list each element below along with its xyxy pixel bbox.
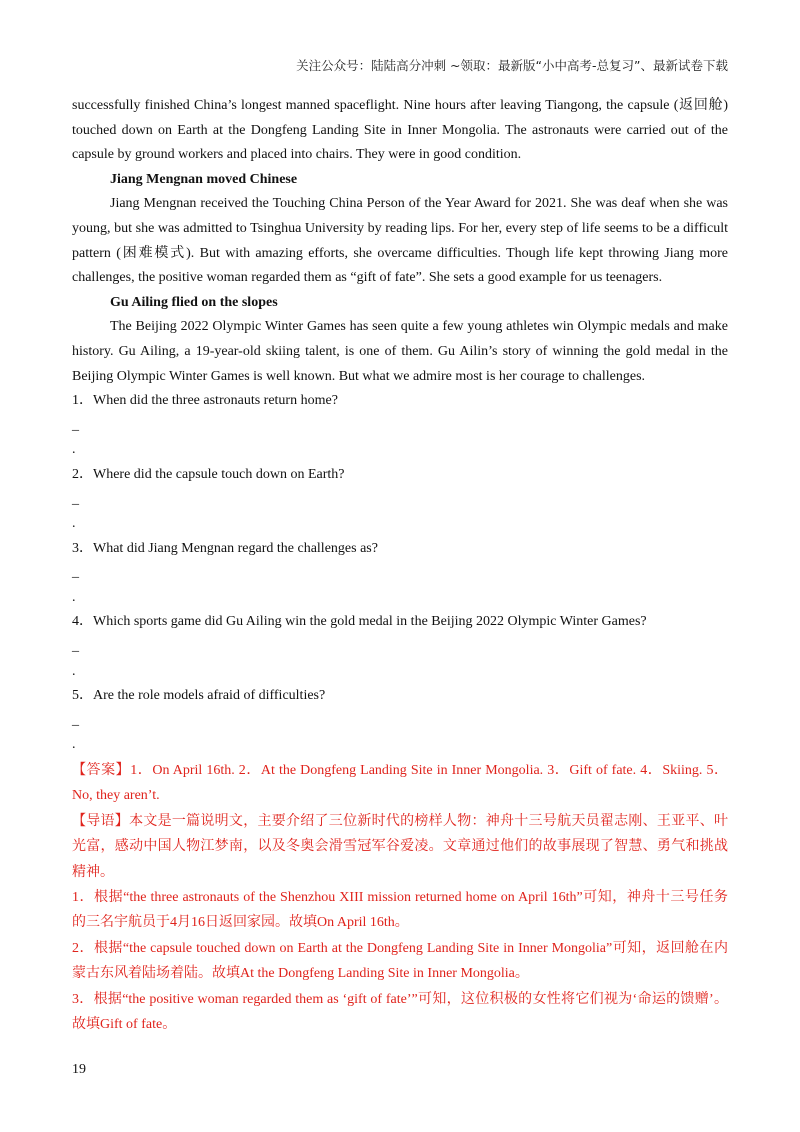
blank-end-mark: . [72, 589, 76, 605]
blank-end-mark: . [72, 737, 76, 753]
question-1 [72, 389, 728, 463]
question-4 [72, 610, 728, 684]
question-3 [72, 537, 728, 611]
blank-end-mark: . [72, 442, 76, 458]
answer-blank-end [72, 512, 728, 537]
answer-key: 【答案】1．On April 16th. 2．At the Dongfeng Landing Site in Inner Mongolia. 3．Gift of fate. 4．Skiing. 5．No, they aren’t. [72, 763, 728, 804]
passage-paragraph-3: The Beijing 2022 Olympic Winter Games has seen quite a few young athletes win Olympic medals and make history. Gu Ailing, a 19-year-old skiing talent, is one of them. Gu Ailin’s story of winning the gold medal in the Beijing Olympic Winter Games is well known. But what we admire most is her courage to challenges. [72, 319, 728, 384]
section-heading-jiang: Jiang Mengnan moved Chinese [110, 171, 298, 187]
explanation-1: 1．根据“the three astronauts of the Shenzhou XIII mission returned home on April 16th”可知，神舟十三号任务的三名宇航员于4月16日返回家园。故填On April 16th。 [72, 890, 728, 931]
answer-blank-end [72, 438, 728, 463]
blank-mark: _ [72, 491, 79, 507]
blank-end-mark: . [72, 516, 76, 532]
page-content [72, 94, 728, 1038]
question-text: 2．Where did the capsule touch down on Earth? [72, 466, 345, 482]
answer-blank-end [72, 733, 728, 758]
answer-blank[interactable] [72, 709, 728, 734]
question-2 [72, 463, 728, 537]
question-text: 1．When did the three astronauts return home? [72, 393, 338, 409]
explanation-3: 3．根据“the positive woman regarded them as ‘gift of fate’”可知，这位积极的女性将它们视为‘命运的馈赠’。故填Gift of fate。 [72, 991, 728, 1033]
answer-blank-end [72, 586, 728, 611]
question-text: 3．What did Jiang Mengnan regard the challenges as? [72, 540, 378, 556]
explanation-2: 2．根据“the capsule touched down on Earth at the Dongfeng Landing Site in Inner Mongolia”可知，返回舱在内蒙古东风着陆场着陆。故填At the Dongfeng Landing Site in Inner Mongolia。 [72, 940, 728, 982]
answer-blank[interactable] [72, 488, 728, 513]
question-text: 4．Which sports game did Gu Ailing win the gold medal in the Beijing 2022 Olympic Winter Games? [72, 614, 647, 630]
blank-mark: _ [72, 639, 79, 655]
blank-mark: _ [72, 565, 79, 581]
answer-blank[interactable] [72, 561, 728, 586]
answer-blank-end [72, 660, 728, 685]
page-header: 关注公众号：陆陆高分冲刺 ~领取：最新版“小中高考-总复习”、最新试卷下载 [296, 58, 728, 73]
answer-section [72, 758, 728, 1037]
blank-end-mark: . [72, 663, 76, 679]
question-text: 5．Are the role models afraid of difficulties? [72, 688, 326, 704]
question-5 [72, 684, 728, 758]
section-heading-gu: Gu Ailing flied on the slopes [110, 294, 278, 310]
answer-blank[interactable] [72, 414, 728, 439]
blank-mark: _ [72, 417, 79, 433]
passage-paragraph-1: successfully finished China’s longest manned spaceflight. Nine hours after leaving Tiangong, the capsule (返回舱) touched down on Earth at the Dongfeng Landing Site in Inner Mongolia. The astronauts were carried out of the capsule by ground workers and placed into chairs. They were in good condition. [72, 98, 728, 163]
guide-text: 【导语】本文是一篇说明文，主要介绍了三位新时代的榜样人物：神舟十三号航天员翟志刚、王亚平、叶光富，感动中国人物江梦南，以及冬奥会滑雪冠军谷爱凌。文章通过他们的故事展现了智慧、勇气和挑战精神。 [72, 813, 728, 880]
blank-mark: _ [72, 712, 79, 728]
page-number: 19 [72, 1062, 86, 1077]
answer-blank[interactable] [72, 635, 728, 660]
passage-paragraph-2: Jiang Mengnan received the Touching China Person of the Year Award for 2021. She was deaf when she was young, but she was admitted to Tsinghua University by reading lips. For her, every step of life seems to be a difficult pattern (困难模式). But with amazing efforts, she overcame difficulties. Though life kept throwing Jiang more challenges, the positive woman regarded them as “gift of fate”. She sets a good example for us teenagers. [72, 196, 728, 286]
